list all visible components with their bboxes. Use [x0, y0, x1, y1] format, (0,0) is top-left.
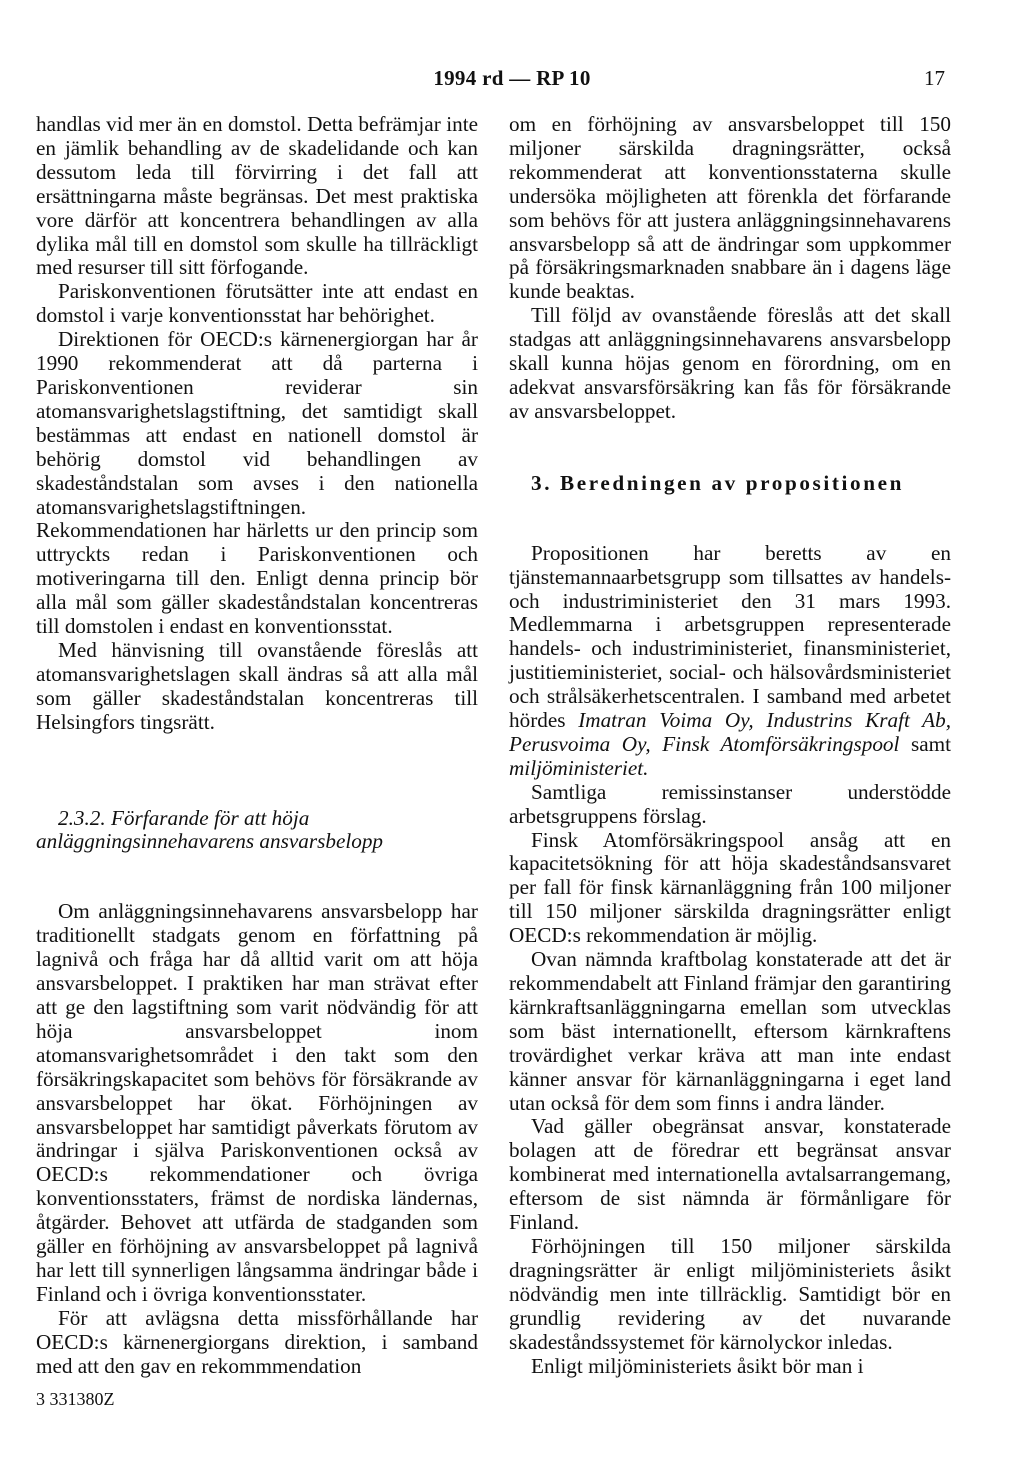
paragraph	[509, 542, 951, 781]
paragraph: Förhöjningen till 150 miljoner särskilda dragningsrätter är enligt miljöministeriets åsikt nödvändig men inte tillräcklig. Samtidigt bör en grundlig revidering av det nuvarande skadeståndssystemet för kärnolyckor inledas.	[509, 1233, 951, 1354]
paragraph: Finsk Atomförsäkringspool ansåg att en kapacitetsökning för att höja skadeståndsansvaret per fall för finsk kärnanläggning från 100 miljoner till 150 miljoner särskilda dragningsrätter enligt OECD:s rekommendation är möjlig.	[509, 827, 951, 948]
print-code: 3 331380Z	[36, 1389, 115, 1409]
paragraph: För att avlägsna detta missförhållande har OECD:s kärnenergiorgans direktion, i samband med att den gav en rekommmendation	[36, 1305, 478, 1378]
paragraph: Till följd av ovanstående föreslås att det skall stadgas att anläggningsinnehavarens ansvarsbelopp skall kunna höjas genom en förordning, om en adekvat ansvarsförsäkring kan fås för försäkrande av ansvarsbeloppet.	[509, 303, 951, 423]
paragraph: Ovan nämnda kraftbolag konstaterade att det är rekommendabelt att Finland främjar den garantiring kärnkraftsanläggningarna emellan som utvecklas som bäst internationellt, eftersom kärnkraftens trovärdighet verkar kräva att man inte endast känner ansvar för kärnanläggningarna i eget land utan också för dem som finns i andra länder.	[509, 947, 951, 1115]
paragraph: Om anläggningsinnehavarens ansvarsbelopp har traditionellt stadgats genom en författning på lagnivå och fråga har då alltid varit om att höja ansvarsbeloppet. I praktiken har man strävat efter att ge den lagstiftning som varit nödvändig för att höja ansvarsbeloppet inom atomansvarighetsområdet i den takt som den försäkringskapacitet som behövs för försäkrande av ansvarsbeloppet har ökat. Förhöjningen av ansvarsbeloppet har samtidigt påverkats förutom av ändringar i själva Pariskonventionen också av OECD:s rekommendationer och övriga konventionsstaters, främst de nordiska ländernas, åtgärder. Behovet att utfärda de stadganden som gäller en förhöjning av ansvarsbeloppet på lagnivå har lett till synnerligen långsamma ändringar både i Finland och i övriga konventionsstater.	[36, 899, 478, 1306]
consulted-companies: Imatran Voima Oy, Industrins Kraft Ab, Perusvoima Oy, Finsk Atomförsäkringspool	[509, 708, 952, 756]
paragraph: handlas vid mer än en domstol. Detta befrämjar inte en jämlik behandling av de skadelidande och kan dessutom leda till förvirring i det fall att ersättningarna måste begränsas. Det mest praktiska vore därför att koncentrera behandlingen av alla dylika mål till en domstol som skulle ha tillräckligt med resurser till sitt förfogande.	[36, 112, 478, 280]
paragraph: Vad gäller obegränsat ansvar, konstaterade bolagen att de föredrar ett begränsat ansvar kombinerat med internationella avtalsarrangemang, eftersom de sist nämnda är förmånligare för Finland.	[509, 1114, 951, 1235]
left-column	[36, 113, 478, 1379]
section-heading: 3. Beredningen av propositionen	[531, 470, 904, 495]
paragraph: om en förhöjning av ansvarsbeloppet till 150 miljoner särskilda dragningsrätter, också rekommenderat att konventionsstaterna skulle undersöka möjligheten att förenkla det förfarande som behövs för att justera anläggningsinnehavarens ansvarsbelopp så att de ändringar som uppkommer på försäkringsmarknaden snabbare än i dagens läge kunde beaktas.	[509, 112, 951, 304]
running-header: 1994 rd — RP 10	[433, 66, 591, 90]
right-column	[509, 113, 951, 1378]
paragraph-text: Propositionen har beretts av en tjänstemannaarbetsgrupp som tillsattes av handels- och industriministeriet den 31 mars 1993. Medlemmarna i arbetsgruppen representerade handels- och industriministeriet, finansministeriet, justitieministeriet, social- och hälsovårdsministeriet och strålsäkerhetscentralen. I samband med arbetet hördes	[509, 540, 951, 733]
paragraph: Pariskonventionen förutsätter inte att endast en domstol i varje konventionsstat har behörighet.	[36, 279, 478, 328]
paragraph: Samtliga remissinstanser understödde arbetsgruppens förslag.	[509, 779, 951, 828]
subsection-heading: 2.3.2. Förfarande för att höja anläggningsinnehavarens ansvarsbelopp	[36, 805, 384, 854]
consulted-ministry: miljöministeriet.	[509, 755, 649, 780]
page-number: 17	[924, 66, 945, 90]
joiner-text: samt	[899, 731, 951, 756]
paragraph: Direktionen för OECD:s kärnenergiorgan har år 1990 rekommenderat att då parterna i Pariskonventionen reviderar sin atomansvarighetslagstiftning, det samtidigt skall bestämmas att endast en nationell domstol är behörig domstol vid behandlingen av skadeståndstalan som avses i den nationella atomansvarighetslagstiftningen. Rekommendationen har härletts ur den princip som uttryckts redan i Pariskonventionen och motiveringarna till den. Enligt denna princip bör alla mål som gäller skadeståndstalan koncentreras till domstolen i endast en konventionsstat.	[36, 327, 478, 639]
paragraph: Enligt miljöministeriets åsikt bör man i	[531, 1353, 864, 1378]
paragraph: Med hänvisning till ovanstående föreslås att atomansvarighetslagen skall ändras så att alla mål som gäller skadeståndstalan koncentreras till Helsingfors tingsrätt.	[36, 637, 478, 734]
